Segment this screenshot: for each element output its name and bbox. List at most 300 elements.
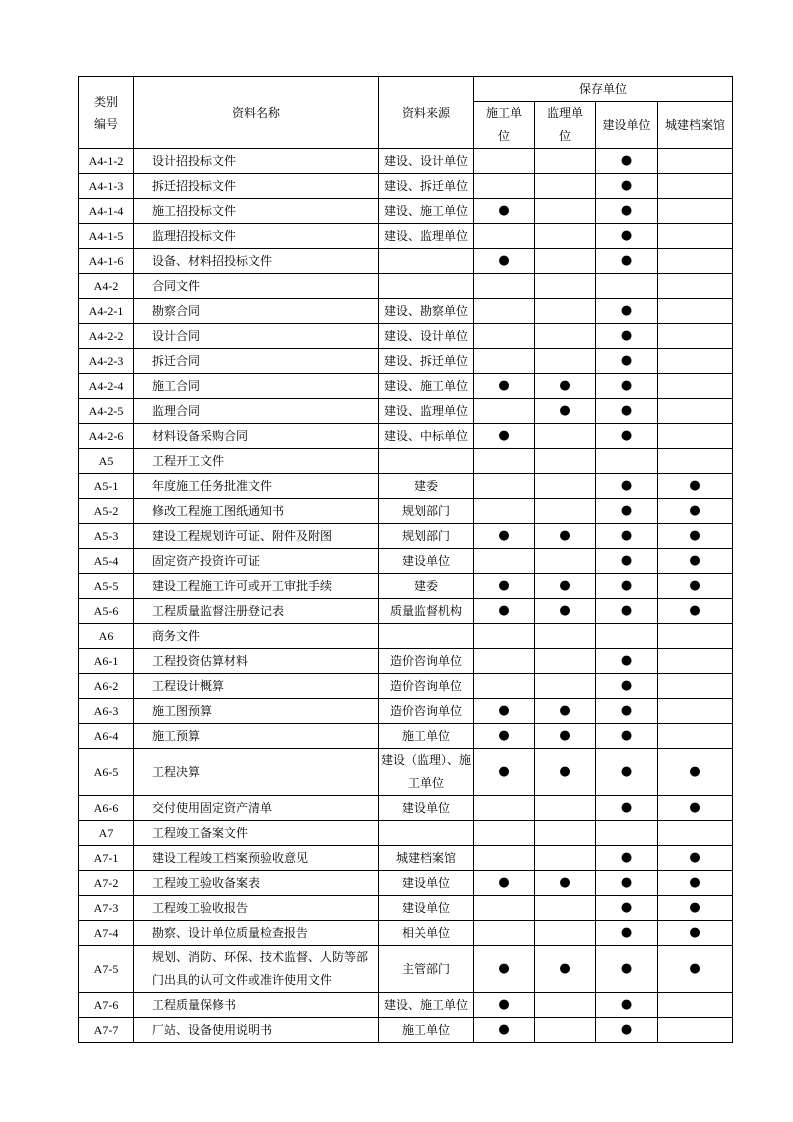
- table-body: [79, 149, 733, 1043]
- table-header: [79, 77, 733, 149]
- cell-code: A4-1-6: [79, 249, 134, 274]
- cell-keeper-owner: [596, 699, 658, 724]
- table-row: [79, 174, 733, 199]
- cell-keeper-archive: [658, 921, 733, 946]
- cell-code: A5-5: [79, 574, 134, 599]
- table-row: [79, 946, 733, 993]
- filled-dot-icon: ●: [620, 528, 633, 543]
- table-row: [79, 524, 733, 549]
- cell-code: A4-2-1: [79, 299, 134, 324]
- cell-keeper-construction: [474, 921, 535, 946]
- filled-dot-icon: ●: [559, 578, 571, 593]
- filled-dot-icon: ●: [689, 800, 701, 815]
- cell-name: 交付使用固定资产清单: [134, 796, 379, 821]
- cell-keeper-owner: [596, 299, 658, 324]
- filled-dot-icon: ●: [498, 253, 510, 268]
- filled-dot-icon: ●: [559, 528, 571, 543]
- cell-keeper-owner: [596, 349, 658, 374]
- cell-keeper-construction: [474, 449, 535, 474]
- cell-source: 建设单位: [379, 871, 474, 896]
- cell-code: A4-2-6: [79, 424, 134, 449]
- filled-dot-icon: ●: [620, 578, 633, 593]
- table-row: [79, 993, 733, 1018]
- cell-keeper-archive: [658, 649, 733, 674]
- cell-keeper-archive: [658, 324, 733, 349]
- cell-keeper-owner: [596, 474, 658, 499]
- filled-dot-icon: ●: [620, 800, 633, 815]
- cell-keeper-construction: [474, 549, 535, 574]
- cell-keeper-supervision: [535, 724, 596, 749]
- filled-dot-icon: ●: [620, 353, 633, 368]
- filled-dot-icon: ●: [498, 378, 510, 393]
- cell-keeper-construction: [474, 796, 535, 821]
- filled-dot-icon: ●: [620, 478, 633, 493]
- cell-keeper-archive: [658, 821, 733, 846]
- cell-source: 建设单位: [379, 796, 474, 821]
- cell-keeper-owner: [596, 374, 658, 399]
- cell-keeper-supervision: [535, 624, 596, 649]
- cell-code: A4-2: [79, 274, 134, 299]
- cell-source: 造价咨询单位: [379, 674, 474, 699]
- filled-dot-icon: ●: [689, 961, 701, 976]
- cell-keeper-owner: [596, 574, 658, 599]
- cell-code: A5-3: [79, 524, 134, 549]
- cell-source: 施工单位: [379, 1018, 474, 1043]
- cell-source: [379, 449, 474, 474]
- cell-source: 城建档案馆: [379, 846, 474, 871]
- cell-keeper-owner: [596, 921, 658, 946]
- filled-dot-icon: ●: [620, 703, 633, 718]
- header-source: 资料来源: [379, 77, 474, 149]
- cell-source: 建设、勘察单位: [379, 299, 474, 324]
- cell-code: A7-1: [79, 846, 134, 871]
- filled-dot-icon: ●: [689, 478, 701, 493]
- cell-name: 材料设备采购合同: [134, 424, 379, 449]
- cell-name: 设计合同: [134, 324, 379, 349]
- cell-keeper-owner: [596, 599, 658, 624]
- cell-name: 工程质量保修书: [134, 993, 379, 1018]
- cell-keeper-supervision: [535, 821, 596, 846]
- filled-dot-icon: ●: [689, 925, 701, 940]
- table-row: [79, 249, 733, 274]
- cell-keeper-owner: [596, 249, 658, 274]
- filled-dot-icon: ●: [559, 728, 571, 743]
- filled-dot-icon: ●: [620, 850, 633, 865]
- filled-dot-icon: ●: [620, 228, 633, 243]
- cell-keeper-supervision: [535, 374, 596, 399]
- cell-keeper-construction: [474, 524, 535, 549]
- cell-code: A4-2-3: [79, 349, 134, 374]
- header-name: 资料名称: [134, 77, 379, 149]
- filled-dot-icon: ●: [620, 328, 633, 343]
- cell-keeper-owner: [596, 149, 658, 174]
- filled-dot-icon: ●: [559, 961, 571, 976]
- cell-keeper-owner: [596, 946, 658, 993]
- table-row: [79, 846, 733, 871]
- cell-code: A7-4: [79, 921, 134, 946]
- cell-code: A7: [79, 821, 134, 846]
- archive-table: [78, 76, 733, 1043]
- table-row: [79, 649, 733, 674]
- cell-name: 厂站、设备使用说明书: [134, 1018, 379, 1043]
- cell-keeper-owner: [596, 274, 658, 299]
- cell-keeper-owner: [596, 674, 658, 699]
- table-row: [79, 549, 733, 574]
- cell-source: 建设、施工单位: [379, 199, 474, 224]
- cell-code: A5-6: [79, 599, 134, 624]
- cell-name: 勘察、设计单位质量检查报告: [134, 921, 379, 946]
- cell-keeper-owner: [596, 871, 658, 896]
- cell-keeper-supervision: [535, 993, 596, 1018]
- cell-keeper-supervision: [535, 796, 596, 821]
- cell-keeper-supervision: [535, 149, 596, 174]
- cell-keeper-supervision: [535, 699, 596, 724]
- cell-keeper-construction: [474, 399, 535, 424]
- cell-keeper-owner: [596, 796, 658, 821]
- cell-keeper-archive: [658, 224, 733, 249]
- filled-dot-icon: ●: [620, 303, 633, 318]
- cell-keeper-construction: [474, 599, 535, 624]
- table-row: [79, 449, 733, 474]
- cell-code: A7-2: [79, 871, 134, 896]
- filled-dot-icon: ●: [498, 603, 510, 618]
- cell-name: 施工合同: [134, 374, 379, 399]
- cell-code: A7-3: [79, 896, 134, 921]
- cell-keeper-construction: [474, 224, 535, 249]
- cell-keeper-archive: [658, 449, 733, 474]
- table-row: [79, 699, 733, 724]
- filled-dot-icon: ●: [620, 728, 633, 743]
- cell-keeper-supervision: [535, 574, 596, 599]
- filled-dot-icon: ●: [620, 678, 633, 693]
- cell-source: 建设、设计单位: [379, 324, 474, 349]
- cell-code: A4-2-4: [79, 374, 134, 399]
- filled-dot-icon: ●: [620, 553, 633, 568]
- cell-keeper-construction: [474, 749, 535, 796]
- cell-keeper-owner: [596, 549, 658, 574]
- cell-keeper-archive: [658, 299, 733, 324]
- cell-name: 监理招投标文件: [134, 224, 379, 249]
- cell-keeper-archive: [658, 524, 733, 549]
- filled-dot-icon: ●: [689, 528, 701, 543]
- cell-keeper-construction: [474, 896, 535, 921]
- table-row: [79, 499, 733, 524]
- cell-name: 工程设计概算: [134, 674, 379, 699]
- cell-keeper-supervision: [535, 946, 596, 993]
- cell-code: A4-1-4: [79, 199, 134, 224]
- filled-dot-icon: ●: [620, 997, 633, 1012]
- cell-keeper-archive: [658, 199, 733, 224]
- cell-keeper-archive: [658, 174, 733, 199]
- cell-source: 建设、设计单位: [379, 149, 474, 174]
- cell-keeper-construction: [474, 871, 535, 896]
- cell-keeper-owner: [596, 174, 658, 199]
- cell-keeper-archive: [658, 699, 733, 724]
- filled-dot-icon: ●: [559, 403, 571, 418]
- cell-keeper-archive: [658, 749, 733, 796]
- table-row: [79, 624, 733, 649]
- filled-dot-icon: ●: [620, 178, 633, 193]
- header-keep-units: 保存单位: [474, 77, 733, 102]
- cell-keeper-archive: [658, 674, 733, 699]
- cell-source: 主管部门: [379, 946, 474, 993]
- table-row: [79, 199, 733, 224]
- cell-keeper-supervision: [535, 749, 596, 796]
- cell-code: A6-4: [79, 724, 134, 749]
- header-keeper-owner: 建设单位: [596, 102, 658, 149]
- cell-name: 商务文件: [134, 624, 379, 649]
- cell-keeper-archive: [658, 624, 733, 649]
- filled-dot-icon: ●: [559, 603, 571, 618]
- table-row: [79, 374, 733, 399]
- cell-source: 建委: [379, 474, 474, 499]
- cell-name: 施工预算: [134, 724, 379, 749]
- cell-keeper-archive: [658, 549, 733, 574]
- cell-source: 建设、施工单位: [379, 374, 474, 399]
- cell-name: 工程开工文件: [134, 449, 379, 474]
- cell-keeper-owner: [596, 649, 658, 674]
- cell-keeper-construction: [474, 174, 535, 199]
- cell-keeper-construction: [474, 574, 535, 599]
- filled-dot-icon: ●: [620, 253, 633, 268]
- cell-keeper-archive: [658, 846, 733, 871]
- filled-dot-icon: ●: [498, 703, 510, 718]
- filled-dot-icon: ●: [498, 1022, 510, 1037]
- cell-code: A6-1: [79, 649, 134, 674]
- cell-keeper-supervision: [535, 324, 596, 349]
- cell-name: 施工招投标文件: [134, 199, 379, 224]
- table-row: [79, 599, 733, 624]
- cell-keeper-archive: [658, 274, 733, 299]
- header-keeper-construction: 施工单 位: [474, 102, 535, 149]
- cell-keeper-construction: [474, 649, 535, 674]
- cell-code: A4-1-2: [79, 149, 134, 174]
- table-row: [79, 299, 733, 324]
- filled-dot-icon: ●: [689, 578, 701, 593]
- cell-keeper-supervision: [535, 299, 596, 324]
- cell-keeper-archive: [658, 871, 733, 896]
- cell-keeper-owner: [596, 449, 658, 474]
- cell-keeper-archive: [658, 599, 733, 624]
- cell-keeper-supervision: [535, 896, 596, 921]
- table-row: [79, 796, 733, 821]
- cell-keeper-archive: [658, 349, 733, 374]
- cell-source: 建设、监理单位: [379, 399, 474, 424]
- cell-keeper-supervision: [535, 449, 596, 474]
- cell-source: 规划部门: [379, 499, 474, 524]
- cell-code: A7-7: [79, 1018, 134, 1043]
- cell-keeper-construction: [474, 699, 535, 724]
- cell-keeper-archive: [658, 399, 733, 424]
- cell-keeper-supervision: [535, 249, 596, 274]
- cell-source: 建设、拆迁单位: [379, 174, 474, 199]
- cell-name: 合同文件: [134, 274, 379, 299]
- cell-keeper-owner: [596, 424, 658, 449]
- cell-name: 勘察合同: [134, 299, 379, 324]
- cell-keeper-supervision: [535, 1018, 596, 1043]
- cell-keeper-supervision: [535, 274, 596, 299]
- cell-name: 修改工程施工图纸通知书: [134, 499, 379, 524]
- filled-dot-icon: ●: [620, 925, 633, 940]
- filled-dot-icon: ●: [689, 553, 701, 568]
- cell-code: A5-1: [79, 474, 134, 499]
- header-code-top: 类别: [93, 94, 118, 109]
- cell-keeper-supervision: [535, 524, 596, 549]
- cell-keeper-owner: [596, 224, 658, 249]
- cell-name: 施工图预算: [134, 699, 379, 724]
- cell-code: A5-4: [79, 549, 134, 574]
- cell-keeper-owner: [596, 499, 658, 524]
- filled-dot-icon: ●: [620, 503, 633, 518]
- table-row: [79, 474, 733, 499]
- cell-name: 固定资产投资许可证: [134, 549, 379, 574]
- cell-keeper-construction: [474, 274, 535, 299]
- cell-keeper-construction: [474, 499, 535, 524]
- cell-name: 工程竣工验收备案表: [134, 871, 379, 896]
- filled-dot-icon: ●: [620, 764, 633, 779]
- cell-keeper-owner: [596, 624, 658, 649]
- table-row: [79, 871, 733, 896]
- cell-source: 造价咨询单位: [379, 699, 474, 724]
- filled-dot-icon: ●: [498, 875, 510, 890]
- filled-dot-icon: ●: [620, 403, 633, 418]
- table-row: [79, 399, 733, 424]
- filled-dot-icon: ●: [620, 203, 633, 218]
- table-row: [79, 324, 733, 349]
- cell-source: [379, 624, 474, 649]
- cell-keeper-supervision: [535, 399, 596, 424]
- filled-dot-icon: ●: [620, 900, 633, 915]
- cell-keeper-supervision: [535, 424, 596, 449]
- filled-dot-icon: ●: [620, 653, 633, 668]
- cell-keeper-archive: [658, 474, 733, 499]
- cell-name: 建设工程施工许可或开工审批手续: [134, 574, 379, 599]
- cell-name: 建设工程规划许可证、附件及附图: [134, 524, 379, 549]
- cell-name: 工程竣工验收报告: [134, 896, 379, 921]
- filled-dot-icon: ●: [689, 850, 701, 865]
- cell-code: A5-2: [79, 499, 134, 524]
- cell-keeper-owner: [596, 896, 658, 921]
- header-code-bottom: 编号: [93, 116, 118, 131]
- cell-keeper-supervision: [535, 846, 596, 871]
- cell-source: 建设、监理单位: [379, 224, 474, 249]
- cell-keeper-construction: [474, 724, 535, 749]
- cell-code: A6-2: [79, 674, 134, 699]
- filled-dot-icon: ●: [689, 503, 701, 518]
- filled-dot-icon: ●: [620, 378, 633, 393]
- cell-keeper-construction: [474, 846, 535, 871]
- cell-keeper-construction: [474, 324, 535, 349]
- cell-code: A6: [79, 624, 134, 649]
- filled-dot-icon: ●: [620, 1022, 633, 1037]
- cell-keeper-construction: [474, 1018, 535, 1043]
- cell-keeper-archive: [658, 896, 733, 921]
- cell-name: 工程竣工备案文件: [134, 821, 379, 846]
- filled-dot-icon: ●: [498, 961, 510, 976]
- cell-source: 建委: [379, 574, 474, 599]
- cell-keeper-construction: [474, 374, 535, 399]
- filled-dot-icon: ●: [689, 900, 701, 915]
- filled-dot-icon: ●: [498, 764, 510, 779]
- cell-keeper-owner: [596, 993, 658, 1018]
- table-row: [79, 574, 733, 599]
- cell-keeper-supervision: [535, 674, 596, 699]
- cell-keeper-supervision: [535, 549, 596, 574]
- cell-source: 建设单位: [379, 549, 474, 574]
- cell-keeper-construction: [474, 674, 535, 699]
- cell-keeper-construction: [474, 199, 535, 224]
- header-keeper-archive: 城建档案馆: [658, 102, 733, 149]
- cell-keeper-owner: [596, 524, 658, 549]
- cell-code: A5: [79, 449, 134, 474]
- cell-keeper-archive: [658, 574, 733, 599]
- cell-keeper-supervision: [535, 599, 596, 624]
- cell-keeper-supervision: [535, 921, 596, 946]
- cell-source: [379, 274, 474, 299]
- cell-keeper-archive: [658, 149, 733, 174]
- filled-dot-icon: ●: [498, 528, 510, 543]
- cell-name: 年度施工任务批准文件: [134, 474, 379, 499]
- cell-keeper-archive: [658, 499, 733, 524]
- cell-keeper-construction: [474, 149, 535, 174]
- header-keeper-supervision: 监理单 位: [535, 102, 596, 149]
- cell-code: A7-5: [79, 946, 134, 993]
- cell-name: 拆迁招投标文件: [134, 174, 379, 199]
- filled-dot-icon: ●: [498, 203, 510, 218]
- cell-keeper-construction: [474, 993, 535, 1018]
- cell-keeper-archive: [658, 946, 733, 993]
- cell-keeper-supervision: [535, 871, 596, 896]
- cell-code: A6-5: [79, 749, 134, 796]
- cell-code: A4-2-5: [79, 399, 134, 424]
- table-row: [79, 821, 733, 846]
- cell-name: 监理合同: [134, 399, 379, 424]
- cell-keeper-archive: [658, 249, 733, 274]
- cell-keeper-owner: [596, 749, 658, 796]
- cell-code: A4-2-2: [79, 324, 134, 349]
- cell-keeper-supervision: [535, 474, 596, 499]
- cell-keeper-supervision: [535, 649, 596, 674]
- cell-keeper-archive: [658, 424, 733, 449]
- cell-keeper-construction: [474, 946, 535, 993]
- filled-dot-icon: ●: [689, 603, 701, 618]
- header-code: [79, 77, 134, 149]
- filled-dot-icon: ●: [559, 764, 571, 779]
- cell-source: 施工单位: [379, 724, 474, 749]
- cell-name: 设备、材料招投标文件: [134, 249, 379, 274]
- filled-dot-icon: ●: [498, 728, 510, 743]
- cell-keeper-owner: [596, 1018, 658, 1043]
- cell-keeper-owner: [596, 199, 658, 224]
- cell-name: 规划、消防、环保、技术监督、人防等部门出具的认可文件或准许使用文件: [134, 946, 379, 993]
- cell-keeper-construction: [474, 474, 535, 499]
- table-row: [79, 749, 733, 796]
- table-row: [79, 896, 733, 921]
- cell-source: 建设、施工单位: [379, 993, 474, 1018]
- cell-keeper-supervision: [535, 499, 596, 524]
- cell-source: 造价咨询单位: [379, 649, 474, 674]
- cell-keeper-supervision: [535, 199, 596, 224]
- cell-code: A4-1-3: [79, 174, 134, 199]
- cell-keeper-archive: [658, 796, 733, 821]
- cell-name: 设计招投标文件: [134, 149, 379, 174]
- filled-dot-icon: ●: [559, 703, 571, 718]
- cell-source: 建设、拆迁单位: [379, 349, 474, 374]
- filled-dot-icon: ●: [498, 578, 510, 593]
- cell-name: 建设工程竣工档案预验收意见: [134, 846, 379, 871]
- filled-dot-icon: ●: [498, 428, 510, 443]
- table-row: [79, 1018, 733, 1043]
